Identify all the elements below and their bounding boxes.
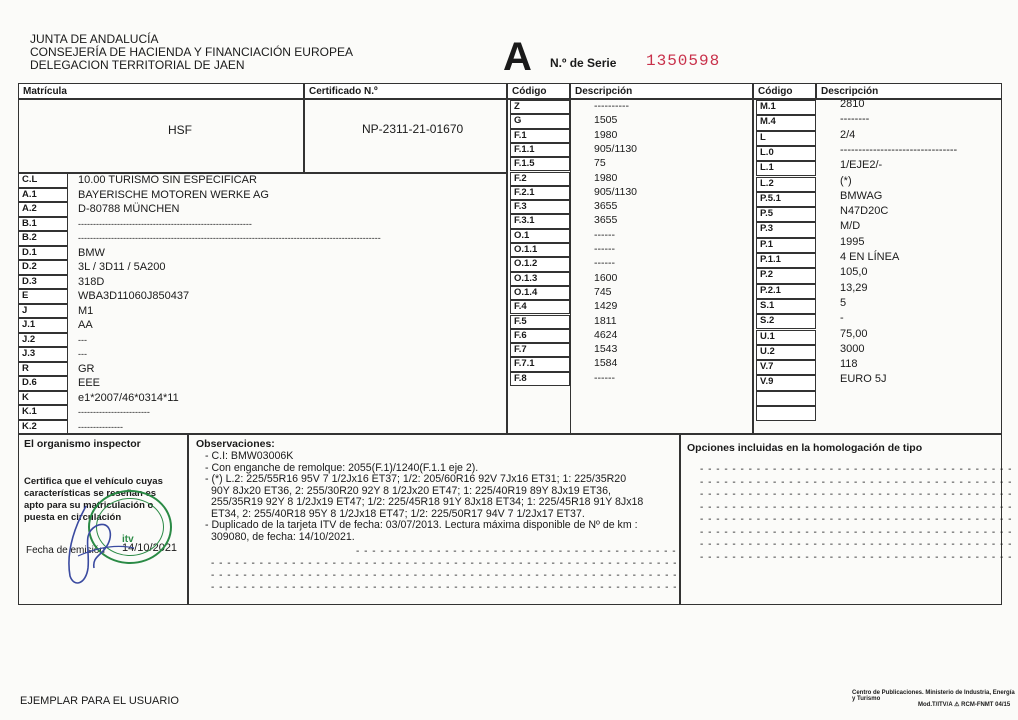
opciones-dash-line: - - - - - - - - - - - - - - - - - - - - - - - - - - - - - - - - - - - - - - -: [700, 551, 1013, 563]
right-descripcion-header: [816, 83, 1002, 99]
mid-value: 745: [594, 285, 612, 298]
header-line-2: CONSEJERÍA DE HACIENDA Y FINANCIACIÓN EUROPEA: [30, 45, 353, 59]
right-value: 1/EJE2/-: [840, 159, 883, 172]
left-value: e1*2007/46*0314*11: [78, 391, 179, 404]
right-code-cell: M.1: [756, 100, 816, 115]
left-value: ---: [78, 349, 87, 359]
left-code-cell: J.3: [18, 347, 68, 362]
obs-dashes-3: - - - - - - - - - - - - - - - - - - - - - - - - - - - - - - - - - - - - - - - - - - - - - - - - - - - - - - - - - -: [211, 570, 678, 581]
left-value: WBA3D11060J850437: [78, 290, 190, 302]
obs-dashes-4: - - - - - - - - - - - - - - - - - - - - - - - - - - - - - - - - - - - - - - - - - - - - - - - - - - - - - - - - - -: [211, 582, 678, 593]
obs-line-1: - C.I: BMW03006K: [205, 450, 294, 462]
left-value: M1: [78, 304, 94, 317]
matricula-value: HSF: [168, 123, 192, 137]
left-code-cell: A.2: [18, 202, 68, 217]
footer-right-2: Mod.T/ITV/A ⚠ RCM-FNMT 04/15: [918, 702, 1011, 708]
opciones-dash-line: - - - - - - - - - - - - - - - - - - - - - - - - - - - - - - - - - - - - - - -: [700, 464, 1013, 475]
opciones-dash-line: - - - - - - - - - - - - - - - - - - - - - - - - - - - - - - - - - - - - - - -: [700, 501, 1013, 513]
certificado-header: [304, 83, 507, 99]
matricula-header: [18, 83, 304, 99]
mid-value: 1505: [594, 114, 618, 127]
mid-code-cell: Z: [510, 100, 570, 114]
mid-code-cell: O.1.3: [510, 272, 570, 286]
right-code-cell: V.7: [756, 360, 816, 375]
mid-value: 905/1130: [594, 185, 638, 198]
right-value: 3000: [840, 342, 865, 355]
right-code-cell: S.1: [756, 299, 816, 314]
matricula-label: Matrícula: [23, 86, 67, 97]
mid-value: 1543: [594, 343, 618, 356]
left-value: 10.00 TURISMO SIN ESPECIFICAR: [78, 174, 257, 186]
right-code-cell: U.2: [756, 345, 816, 360]
mid-code-cell: F.8: [510, 372, 570, 386]
left-value: D-80788 MÜNCHEN: [78, 203, 180, 215]
left-code-cell: K.2: [18, 420, 68, 435]
opciones-title: Opciones incluidas en la homologación de tipo: [687, 442, 923, 454]
obs-line-7: - Duplicado de la tarjeta ITV de fecha: 03/07/2013. Lectura máxima disponible de Nº de km :: [205, 519, 638, 531]
serie-number: 1350598: [646, 52, 721, 70]
left-code-cell: D.3: [18, 275, 68, 290]
right-value: (*): [840, 174, 852, 187]
mid-value: ------: [594, 228, 615, 241]
mid-value: 4624: [594, 328, 618, 341]
left-code-cell: E: [18, 289, 68, 304]
right-code-cell: P.2.1: [756, 284, 816, 299]
certificado-box: [304, 99, 507, 173]
left-code-cell: R: [18, 362, 68, 377]
mid-value: ------: [594, 371, 615, 384]
obs-line-3: - (*) L.2: 225/55R16 95V 7 1/2Jx16 ET37; 1/2: 205/60R16 92V 7Jx16 ET31; 1: 225/35R20: [205, 473, 627, 485]
obs-line-6: ET34, 2: 255/40R18 95Y 8 1/2Jx18 ET47; 1/2: 225/50R17 94V 7 1/2Jx17 ET37.: [211, 507, 585, 520]
signature-mark: [56, 498, 136, 590]
left-value: AA: [78, 319, 93, 331]
certificado-value: NP-2311-21-01670: [362, 122, 464, 136]
mid-code-cell: F.3: [510, 200, 570, 214]
mid-value: 3655: [594, 200, 618, 213]
right-value: 1995: [840, 235, 865, 248]
mid-code-cell: F.6: [510, 329, 570, 343]
type-letter: A: [503, 35, 532, 79]
right-code-cell: P.1.1: [756, 253, 816, 268]
mid-value: 3655: [594, 214, 618, 227]
mid-code-cell: F.1.1: [510, 143, 570, 157]
cert-text-line-2: características se reseñan es: [24, 488, 157, 499]
right-code-cell: P.5.1: [756, 192, 816, 207]
left-value: ----------------------------------------------------------: [78, 218, 252, 229]
certificado-label: Certificado N.º: [309, 86, 378, 97]
mid-code-cell: O.1.2: [510, 257, 570, 271]
obs-line-8: 309080, de fecha: 14/10/2021.: [211, 530, 355, 543]
mid-value: 75: [594, 157, 606, 170]
stamp-text: itv: [122, 534, 134, 545]
mid-code-cell: F.7.1: [510, 357, 570, 371]
right-value: --------: [840, 113, 870, 126]
opciones-dash-line: - - - - - - - - - - - - - - - - - - - - - - - - - - - - - - - - - - - - - - -: [700, 489, 1013, 500]
left-value: BMW: [78, 246, 105, 259]
left-code-cell: B.1: [18, 217, 68, 232]
left-code-cell: J.1: [18, 318, 68, 333]
right-value: BMWAG: [840, 189, 883, 202]
right-value: M/D: [840, 220, 861, 233]
right-code-cell: S.2: [756, 314, 816, 329]
mid-value: ------: [594, 243, 615, 255]
right-code-cell: P.1: [756, 238, 816, 253]
opciones-dash-line: - - - - - - - - - - - - - - - - - - - - - - - - - - - - - - - - - - - - - - -: [700, 476, 1013, 488]
observaciones-title: Observaciones:: [196, 438, 275, 450]
right-value: 118: [840, 358, 858, 371]
right-code-cell: P.2: [756, 268, 816, 283]
mid-descripcion-header: [570, 83, 753, 99]
mid-code-cell: F.3.1: [510, 214, 570, 228]
header-line-3: DELEGACION TERRITORIAL DE JAEN: [30, 58, 245, 72]
mid-value: ----------: [594, 100, 629, 112]
left-code-cell: A.1: [18, 188, 68, 203]
mid-code-cell: O.1: [510, 229, 570, 243]
mid-value: 1980: [594, 171, 618, 184]
right-value: 5: [840, 296, 847, 309]
opciones-dash-line: - - - - - - - - - - - - - - - - - - - - - - - - - - - - - - - - - - - - - - -: [700, 514, 1013, 525]
header-line-1: JUNTA DE ANDALUCÍA: [30, 32, 159, 46]
right-codigo-label: Código: [758, 86, 793, 97]
left-value: ---: [78, 334, 87, 345]
mid-code-cell: F.2.1: [510, 186, 570, 200]
mid-value: 1429: [594, 300, 618, 313]
mid-code-cell: F.2: [510, 172, 570, 186]
right-code-cell: L.0: [756, 146, 816, 161]
right-code-cell: U.1: [756, 330, 816, 345]
left-code-cell: J: [18, 304, 68, 319]
right-code-cell: V.9: [756, 375, 816, 390]
left-value: ------------------------: [78, 407, 150, 417]
fecha-value: 14/10/2021: [122, 542, 178, 554]
left-code-cell: B.2: [18, 231, 68, 246]
right-code-cell: M.4: [756, 115, 816, 130]
mid-code-cell: F.5: [510, 315, 570, 329]
opciones-dash-line: - - - - - - - - - - - - - - - - - - - - - - - - - - - - - - - - - - - - - - -: [700, 526, 1013, 538]
left-value: 3L / 3D11 / 5A200: [78, 261, 166, 273]
left-value: GR: [78, 362, 95, 375]
left-code-cell: K.1: [18, 405, 68, 420]
footer-right-1: Centro de Publicaciones. Ministerio de Industria, Energía y Turismo: [852, 690, 1015, 702]
cert-text-line-1: Certifica que el vehículo cuyas: [24, 476, 163, 487]
mid-code-cell: F.1.5: [510, 157, 570, 171]
mid-divider: [570, 99, 753, 434]
mid-code-cell: G: [510, 114, 570, 128]
left-code-cell: D.6: [18, 376, 68, 391]
right-code-cell: L: [756, 131, 816, 146]
obs-dashes-1: - - - - - - - - - - - - - - - - - - - - - - - - - - - - - - - - - - - - - - - -: [356, 546, 677, 557]
right-value: 75,00: [840, 327, 868, 340]
left-code-cell: J.2: [18, 333, 68, 348]
mid-code-cell: F.1: [510, 129, 570, 143]
mid-value: 1811: [594, 314, 617, 327]
left-value: ---------------: [78, 421, 123, 432]
right-value: 105,0: [840, 266, 868, 279]
cert-text-line-4: puesta en circulación: [24, 512, 122, 523]
left-code-cell: K: [18, 391, 68, 406]
observaciones-text: [205, 451, 643, 543]
right-value: 13,29: [840, 281, 868, 294]
mid-codigo-header: [507, 83, 570, 99]
left-value: -----------------------------------------------------------------------------------------------------: [78, 233, 381, 243]
left-code-cell: D.2: [18, 260, 68, 275]
mid-value: 1980: [594, 128, 618, 141]
left-code-cell: D.1: [18, 246, 68, 261]
serie-label: N.º de Serie: [550, 56, 617, 70]
inspector-title: El organismo inspector: [24, 438, 141, 450]
mid-code-cell: F.7: [510, 343, 570, 357]
fecha-label: Fecha de emisión: [26, 545, 105, 556]
right-code-cell: P.5: [756, 207, 816, 222]
right-descripcion-label: Descripción: [821, 86, 879, 97]
mid-code-cell: O.1.1: [510, 243, 570, 257]
left-value: EEE: [78, 377, 101, 389]
right-codigo-header: [753, 83, 816, 99]
matricula-box: [18, 99, 304, 173]
right-code-cell: L.2: [756, 177, 816, 192]
obs-dashes-2: - - - - - - - - - - - - - - - - - - - - - - - - - - - - - - - - - - - - - - - - - - - - - - - - - - - - - - - - - -: [211, 558, 678, 569]
cert-text-line-3: apto para su matriculación o: [24, 500, 154, 511]
obs-line-5: 255/35R19 92Y 8 1/2Jx19 ET47; 1/2: 225/45R18 91Y 8Jx18 ET34; 1: 225/45R18 91Y 8Jx18: [211, 496, 644, 508]
mid-code-cell: F.4: [510, 300, 570, 314]
right-value: EURO 5J: [840, 373, 887, 386]
right-code-cell: P.3: [756, 222, 816, 237]
left-value: 318D: [78, 275, 105, 288]
mid-value: 1584: [594, 357, 618, 370]
mid-value: 905/1130: [594, 142, 638, 155]
right-value: 4 EN LÍNEA: [840, 251, 900, 263]
left-code-cell: C.L: [18, 173, 68, 188]
right-value: N47D20C: [840, 205, 889, 218]
left-value: BAYERISCHE MOTOREN WERKE AG: [78, 188, 269, 201]
opciones-dash-line: - - - - - - - - - - - - - - - - - - - - - - - - - - - - - - - - - - - - - - -: [700, 539, 1013, 550]
mid-codigo-label: Código: [512, 86, 547, 97]
right-code-cell: L.1: [756, 161, 816, 176]
mid-descripcion-label: Descripción: [575, 86, 633, 97]
obs-line-4: 90Y 8Jx20 ET36, 2: 255/30R20 92Y 8 1/2Jx20 ET47; 1: 225/40R19 89Y 8Jx19 ET36,: [211, 484, 611, 497]
footer-left: EJEMPLAR PARA EL USUARIO: [20, 695, 179, 707]
right-value: 2/4: [840, 128, 856, 141]
right-table-frame: [753, 99, 1002, 434]
right-value: --------------------------------: [840, 143, 958, 156]
obs-line-2: - Con enganche de remolque: 2055(F.1)/1240(F.1.1 eje 2).: [205, 461, 479, 474]
mid-code-cell: O.1.4: [510, 286, 570, 300]
mid-value: ------: [594, 257, 615, 270]
mid-value: 1600: [594, 271, 618, 284]
right-value: -: [840, 312, 844, 325]
left-values-box: [67, 173, 507, 434]
right-value: 2810: [840, 98, 865, 110]
